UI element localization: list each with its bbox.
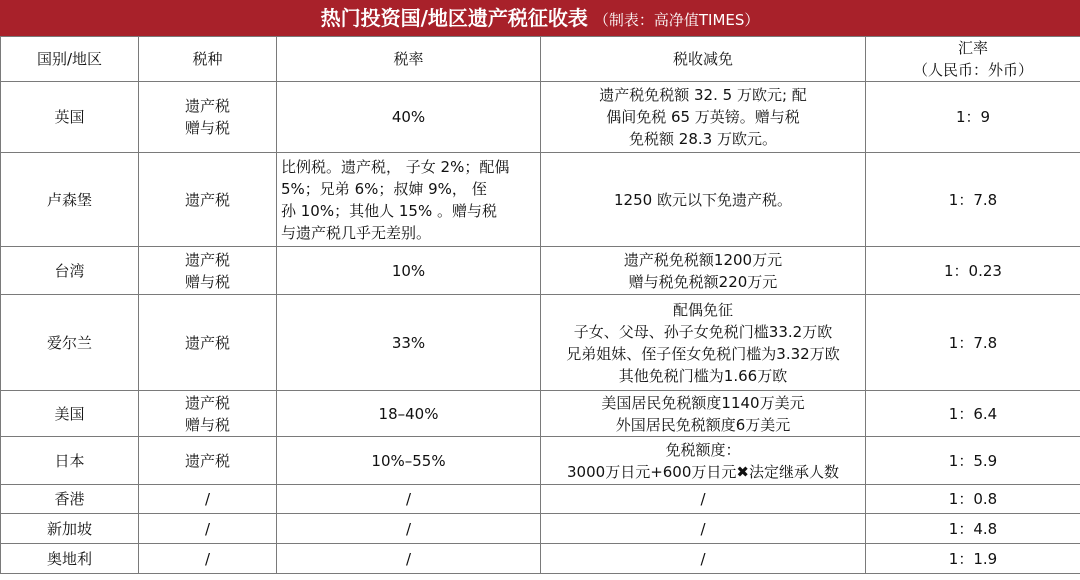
cell-exchange-rate: 1：4.8 [866,514,1080,544]
cell-exemption: / [541,514,866,544]
table-title-bar [0,0,1080,36]
cell-tax-type: / [139,544,277,574]
table-row [1,391,1080,437]
cell-tax-type: 遗产税 [139,437,277,485]
cell-region: 奥地利 [1,544,139,574]
cell-rate: 40% [277,82,541,153]
cell-exchange-rate: 1：5.9 [866,437,1080,485]
column-header-region: 国别/地区 [1,37,139,82]
cell-exchange-rate: 1：9 [866,82,1080,153]
cell-region: 爱尔兰 [1,295,139,391]
table-row [1,437,1080,485]
table-row [1,514,1080,544]
cell-tax-type: 遗产税 赠与税 [139,247,277,295]
cell-region: 日本 [1,437,139,485]
column-header-tax-type: 税种 [139,37,277,82]
cell-rate: 33% [277,295,541,391]
cell-rate: / [277,514,541,544]
table-row [1,153,1080,247]
cell-tax-type: / [139,514,277,544]
cell-region: 英国 [1,82,139,153]
cell-tax-type: / [139,485,277,514]
cell-exchange-rate: 1：6.4 [866,391,1080,437]
page-subtitle: （制表：高净值TIMES） [593,11,760,29]
cell-region: 美国 [1,391,139,437]
column-header-exchange-rate: 汇率 （人民币：外币） [866,37,1080,82]
cell-region: 香港 [1,485,139,514]
cell-rate: / [277,544,541,574]
cell-exemption: 配偶免征 子女、父母、孙子女免税门槛33.2万欧 兄弟姐妹、侄子侄女免税门槛为3.32万欧 其他免税门槛为1.66万欧 [541,295,866,391]
cell-exchange-rate: 1：0.23 [866,247,1080,295]
cell-exchange-rate: 1：7.8 [866,295,1080,391]
page-title: 热门投资国/地区遗产税征收表 [320,6,588,30]
table-header-row [1,37,1080,82]
cell-exemption: 遗产税免税额 32. 5 万欧元; 配 偶间免税 65 万英镑。赠与税 免税额 28.3 万欧元。 [541,82,866,153]
cell-rate: 10% [277,247,541,295]
table-row [1,247,1080,295]
cell-exemption: 遗产税免税额1200万元 赠与税免税额220万元 [541,247,866,295]
cell-tax-type: 遗产税 [139,153,277,247]
cell-exemption: 免税额度： 3000万日元+600万日元✖法定继承人数 [541,437,866,485]
cell-exchange-rate: 1：0.8 [866,485,1080,514]
cell-tax-type: 遗产税 [139,295,277,391]
cell-tax-type: 遗产税 赠与税 [139,82,277,153]
cell-exchange-rate: 1：1.9 [866,544,1080,574]
cell-region: 新加坡 [1,514,139,544]
table-row [1,485,1080,514]
cell-exemption: / [541,544,866,574]
cell-rate: / [277,485,541,514]
cell-exemption: / [541,485,866,514]
tax-table [0,36,1080,574]
cell-tax-type: 遗产税 赠与税 [139,391,277,437]
cell-exemption: 美国居民免税额度1140万美元 外国居民免税额度6万美元 [541,391,866,437]
cell-rate: 18–40% [277,391,541,437]
cell-rate: 比例税。遗产税， 子女 2%；配偶 5%；兄弟 6%；叔婶 9%， 侄 孙 10%；其他人 15% 。赠与税 与遗产税几乎无差别。 [277,153,541,247]
cell-region: 卢森堡 [1,153,139,247]
table-row [1,295,1080,391]
column-header-rate: 税率 [277,37,541,82]
column-header-exemption: 税收减免 [541,37,866,82]
cell-exemption: 1250 欧元以下免遗产税。 [541,153,866,247]
cell-rate: 10%–55% [277,437,541,485]
cell-region: 台湾 [1,247,139,295]
table-row [1,82,1080,153]
cell-exchange-rate: 1：7.8 [866,153,1080,247]
table-row [1,544,1080,574]
